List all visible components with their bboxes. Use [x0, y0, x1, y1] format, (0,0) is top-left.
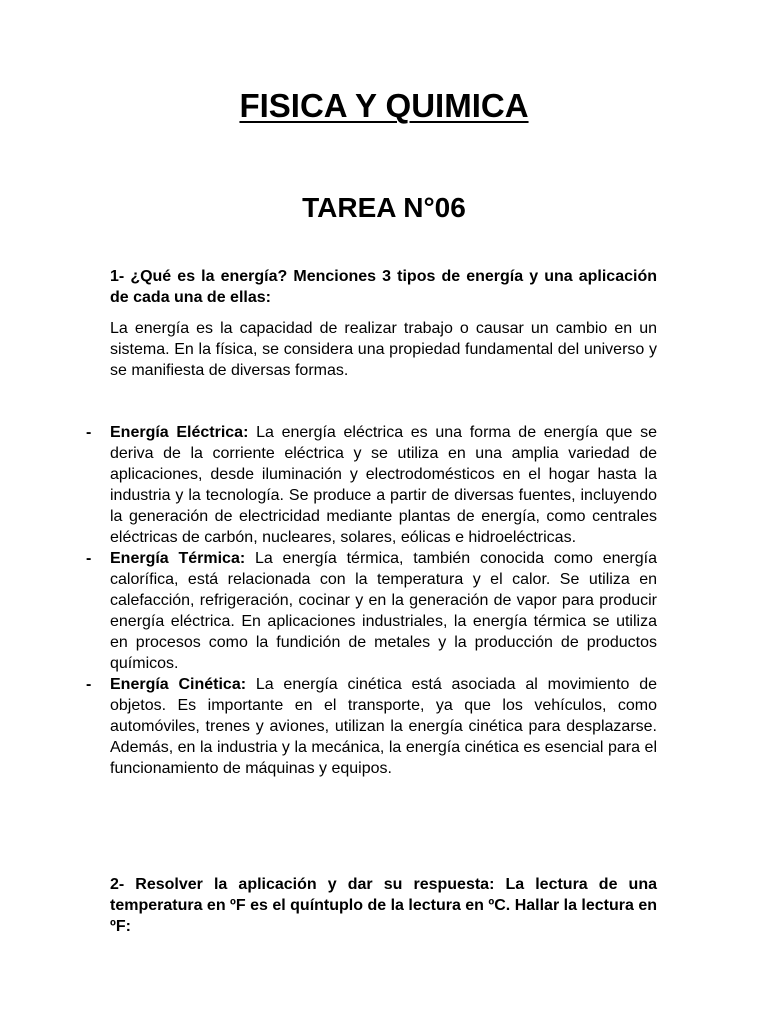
bullet-marker: - — [86, 676, 92, 693]
document-title: FISICA Y QUIMICA — [239, 87, 529, 124]
document-subtitle: TAREA N°06 — [302, 192, 466, 223]
bullet-marker: - — [86, 424, 92, 441]
energy-types-list — [86, 422, 658, 779]
energy-description: La energía cinética está asociada al movimiento de objetos. Es importante en el transporte, ya que los vehículos, como automóviles, trenes y aviones, utilizan la energía cinética para desplazarse. Además, en la industria y la mecánica, la energía cinética es esencial para el funcionamiento de máquinas y equipos. — [110, 676, 658, 777]
list-item-energia-cinetica — [86, 674, 658, 779]
question-1: 1- ¿Qué es la energía? Menciones 3 tipos de energía y una aplicación de cada una de ellas: — [110, 268, 657, 306]
energy-description: La energía eléctrica es una forma de energía que se deriva de la corriente eléctrica y se utiliza en una amplia variedad de aplicaciones, desde iluminación y electrodomésticos en el hogar hasta la industria y la tecnología. Se produce a partir de diversas fuentes, incluyendo la generación de electricidad mediante plantas de energía, como centrales eléctricas de carbón, nucleares, solares, eólicas e hidroeléctricas. — [110, 424, 657, 546]
list-item-energia-electrica — [86, 422, 657, 548]
question-1-answer: La energía es la capacidad de realizar trabajo o causar un cambio en un sistema. En la física, se considera una propiedad fundamental del universo y se manifiesta de diversas formas. — [110, 320, 657, 379]
list-item-energia-termica — [86, 548, 658, 674]
energy-term: Energía Cinética: — [110, 676, 247, 693]
question-2: 2- Resolver la aplicación y dar su respuesta: La lectura de una temperatura en ºF es el quíntuplo de la lectura en ºC. Hallar la lectura en ºF: — [110, 876, 657, 935]
energy-term: Energía Térmica: — [110, 550, 246, 567]
bullet-marker: - — [86, 550, 92, 567]
energy-description: La energía térmica, también conocida como energía calorífica, está relacionada con la temperatura y el calor. Se utiliza en calefacción, refrigeración, cocinar y en la generación de vapor para producir energía eléctrica. En aplicaciones industriales, la energía térmica se utiliza en procesos como la fundición de metales y la producción de productos químicos. — [110, 550, 658, 672]
energy-term: Energía Eléctrica: — [110, 424, 249, 441]
